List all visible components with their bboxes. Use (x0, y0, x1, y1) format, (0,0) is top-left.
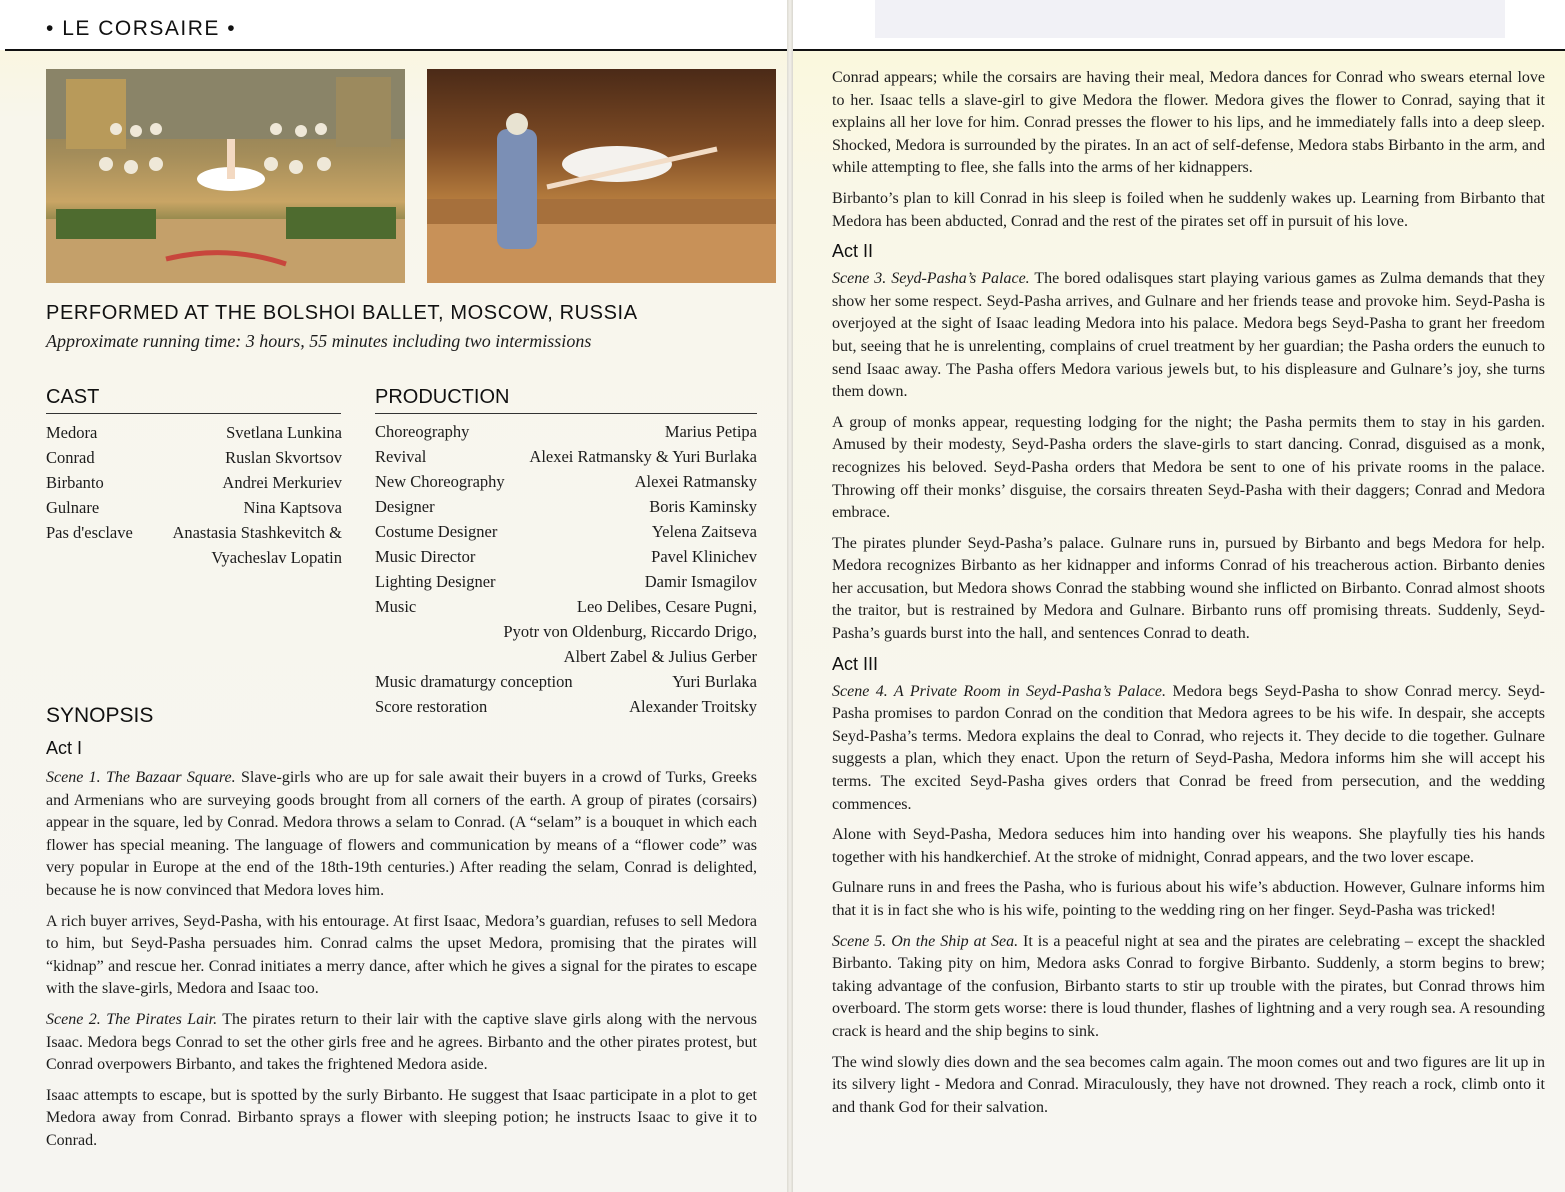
performed-at: PERFORMED AT THE BOLSHOI BALLET, MOSCOW, RUSSIA (46, 302, 638, 324)
synopsis-paragraph (46, 911, 757, 1001)
synopsis-paragraph (832, 824, 1545, 869)
production-name: Alexei Ratmansky & Yuri Burlaka (529, 447, 757, 466)
production-role: Choreography (375, 422, 470, 441)
scene-heading: Scene 4. A Private Room in Seyd-Pasha’s Palace. (832, 682, 1167, 700)
right-header-rule (793, 49, 1565, 51)
cast-row (46, 423, 342, 448)
production-rule (375, 413, 757, 414)
synopsis-paragraph (832, 67, 1545, 180)
production-role: Designer (375, 497, 435, 516)
cast-name: Svetlana Lunkina (226, 423, 342, 442)
paragraph-text: A rich buyer arrives, Seyd-Pasha, with his entourage. At first Isaac, Medora’s guardian, refuses to sell Medora to him, but Seyd-Pasha persuades him. Conrad calms the upset Medora, promising that the pirates will “kidnap” and rescue her. Conrad initiates a merry dance, after which he gives a signal for the pirates to escape with the slave-girls, Medora and Isaac too. (46, 912, 757, 998)
production-row (375, 522, 757, 547)
synopsis-right-column (832, 67, 1545, 1127)
act-1-heading: Act I (46, 738, 83, 758)
production-role: Costume Designer (375, 522, 498, 541)
stage-backwall (427, 199, 776, 224)
production-row (375, 497, 757, 522)
production-row (375, 622, 757, 647)
paragraph-text: Birbanto’s plan to kill Conrad in his sleep is foiled when he suddenly wakes up. Learning from Birbanto that Medora has been abducted, Conrad and the rest of the pirates set off in pursuit of his love. (832, 189, 1545, 230)
cast-list (46, 423, 342, 573)
pasha-costume (497, 129, 537, 249)
paragraph-text: The pirates plunder Seyd-Pasha’s palace. Gulnare runs in, pursued by Birbanto and begs Medora for help. Medora recognizes Birbanto as her kidnapper and informs Conrad of his treacherous action. Birbanto denies her accusation, but Medora shows Conrad the stabbing wound she inflicted on Birbanto. Conrad almost shoots the traitor, but is restrained by Medora and Gulnare. Birbanto runs off promising threats. Suddenly, Seyd-Pasha’s guards burst into the hall, and sentences Conrad to death. (832, 534, 1545, 643)
production-name: Boris Kaminsky (649, 497, 757, 516)
cast-name: Vyacheslav Lopatin (211, 548, 342, 567)
production-name: Pavel Klinichev (651, 547, 757, 566)
bleed-through-ghost (875, 0, 1505, 38)
production-row (375, 422, 757, 447)
production-name: Yuri Burlaka (672, 672, 757, 691)
production-row (375, 547, 757, 572)
cast-role: Gulnare (46, 498, 100, 517)
cast-name: Nina Kaptsova (243, 498, 342, 517)
production-row (375, 672, 757, 697)
paragraph-text: Gulnare runs in and frees the Pasha, who is furious about his wife’s abduction. However, Gulnare informs him that it is in fact she who is his wife, pointing to the wedding ring on her finger. Seyd-Pasha was tricked! (832, 879, 1545, 919)
synopsis-paragraph (832, 268, 1545, 404)
paragraph-text: The bored odalisques start playing various games as Zulma demands that they show her some respect. Seyd-Pasha arrives, and Gulnare and her friends tease and provoke him. Seyd-Pasha is overjoyed at the sight of Isaac leading Medora into his palace. Medora begs Seyd-Pasha to grant her freedom but, seeing that he is unrelenting, complains of cruel treatment by her guardian; the Pasha orders the eunuch to send Isaac away. The Pasha offers Medora various jewels but, to his displeasure and Gulnare’s joy, she turns them down. (832, 270, 1545, 401)
synopsis-paragraph (46, 1085, 757, 1153)
cast-row (46, 473, 342, 498)
running-time: Approximate running time: 3 hours, 55 minutes including two intermissions (46, 331, 592, 351)
cast-role: Conrad (46, 448, 95, 467)
paragraph-text: Alone with Seyd-Pasha, Medora seduces him into handing over his weapons. She playfully ties his hands together with his handkerchief. At the stroke of midnight, Conrad appears, and the two lover escape. (832, 826, 1545, 866)
pasha-turban (506, 113, 528, 135)
synopsis-paragraph (832, 1052, 1545, 1120)
production-row (375, 572, 757, 597)
pavilion-right (336, 77, 391, 147)
cast-name: Anastasia Stashkevitch & (172, 523, 342, 542)
synopsis-paragraph (832, 533, 1545, 646)
synopsis-paragraph (832, 877, 1545, 922)
production-name: Marius Petipa (664, 422, 757, 441)
production-name: Pyotr von Oldenburg, Riccardo Drigo, (503, 622, 757, 641)
production-role: Music Director (375, 547, 476, 566)
production-name: Albert Zabel & Julius Gerber (563, 647, 757, 666)
production-row (375, 647, 757, 672)
production-name: Yelena Zaitseva (651, 522, 757, 541)
paragraph-text: It is a peaceful night at sea and the pirates are celebrating – except the shackled Birbanto. Taking pity on him, Medora asks Conrad to forgive Birbanto. Suddenly, a storm begins to brew; taking advantage of the confusion, Birbanto starts to stir up trouble with the pirates, but Conrad throws him overboard. The storm gets worse: there is loud thunder, flashes of lightning and a very rough sea. A resounding crack is heard and the ship begins to sink. (832, 932, 1546, 1040)
right-page (793, 0, 1565, 1192)
header-title: LE CORSAIRE (62, 17, 220, 40)
synopsis-title: SYNOPSIS (46, 704, 154, 727)
garden-right (286, 207, 396, 239)
synopsis-paragraph (832, 681, 1545, 817)
scene-heading: Scene 3. Seyd-Pasha’s Palace. (832, 270, 1030, 288)
cast-role: Birbanto (46, 473, 104, 492)
production-name: Damir Ismagilov (644, 572, 757, 591)
cast-title: CAST (46, 386, 100, 408)
paragraph-text: Isaac attempts to escape, but is spotted by the surly Birbanto. He suggest that Isaac participate in a plot to get Medora away from Conrad. Birbanto sprays a flower with sleeping potion; he instructs Isaac to give it to Conrad. (46, 1086, 757, 1149)
paragraph-text: A group of monks appear, requesting lodging for the night; the Pasha permits them to stay in his garden. Amused by their modesty, Seyd-Pasha orders the slave-girls to start dancing. Conrad, disguised as a monk, recognizes his beloved. Seyd-Pasha orders that Medora be sent to one of his private rooms in the palace. Throwing off their monks’ disguise, the corsairs threaten Seyd-Pasha with their daggers; Conrad and Medora embrace. (832, 413, 1545, 522)
ballerina-body (227, 139, 235, 179)
cast-name: Andrei Merkuriev (222, 473, 342, 492)
act-1-paragraphs (46, 767, 757, 1153)
synopsis-left-column (46, 738, 757, 1161)
cast-role: Medora (46, 423, 98, 442)
act-1-continued-paragraphs (832, 67, 1545, 233)
production-name: Alexei Ratmansky (634, 472, 757, 491)
production-role: New Choreography (375, 472, 505, 491)
header-rule (5, 49, 787, 51)
pavilion-left (66, 79, 126, 149)
paragraph-text: The pirates return to their lair with the captive slave girls along with the nervous Isaac. Medora begs Conrad to set the other girls free and he agrees. Birbanto and the other pirates protest, but Conrad overpowers Birbanto, and takes the frightened Medora aside. (46, 1010, 757, 1074)
garden-left (56, 209, 156, 239)
synopsis-paragraph (832, 412, 1545, 525)
ballet-photo-leap-illustration (427, 69, 776, 283)
act-2-paragraphs (832, 268, 1545, 646)
synopsis-paragraph (46, 767, 757, 903)
production-role: Music (375, 597, 417, 616)
production-role: Lighting Designer (375, 572, 496, 591)
scene-heading: Scene 2. The Pirates Lair. (46, 1010, 218, 1028)
cast-row (46, 448, 342, 473)
synopsis-paragraph (46, 1009, 757, 1077)
cast-rule (46, 413, 341, 414)
synopsis-paragraph (832, 931, 1545, 1044)
paragraph-text: The wind slowly dies down and the sea becomes calm again. The moon comes out and two figures are lit up in its silvery light - Medora and Conrad. Miraculously, they have not drowned. They reach a rock, climb onto it and thank God for their salvation. (832, 1053, 1545, 1116)
paragraph-text: Medora begs Seyd-Pasha to show Conrad mercy. Seyd-Pasha promises to pardon Conrad on the condition that Medora agrees to be his wife. In despair, she accepts Seyd-Pasha’s terms. Medora explains the deal to Conrad, who rejects it. They decide to die together. Gulnare suggests a plan, which they enact. Upon the return of Seyd-Pasha, Medora informs him she will accept his terms. The excited Seyd-Pasha gives orders that Conrad be freed from persecution, and the wedding commences. (832, 682, 1546, 813)
ballet-photo-bazaar (46, 69, 405, 283)
paragraph-text: Slave-girls who are up for sale await their buyers in a crowd of Turks, Greeks and Armenians who are surveying goods brought from all corners of the earth. A group of pirates (corsairs) appear in the square, led by Conrad. Medora throws a selam to Conrad. (A “selam” is a bouquet in which each flower has special meaning. The language of flowers and communication by means of a “flower code” was very popular in Europe at the end of the 18th-19th centuries.) After reading the selam, Conrad is delighted, because he is now convinced that Medora loves him. (46, 769, 757, 899)
scene-heading: Scene 1. The Bazaar Square. (46, 769, 236, 786)
cast-role: Pas d'esclave (46, 523, 133, 542)
ballet-photo-bazaar-illustration (46, 69, 405, 283)
production-row (375, 597, 757, 622)
act-2-heading: Act II (832, 241, 874, 262)
cast-name: Ruslan Skvortsov (225, 448, 342, 467)
synopsis-paragraph (832, 188, 1545, 233)
cast-row (46, 548, 342, 573)
production-name: Alexander Troitsky (629, 697, 757, 716)
production-title: PRODUCTION (375, 386, 510, 408)
production-name: Leo Delibes, Cesare Pugni, (576, 597, 757, 616)
scene-heading: Scene 5. On the Ship at Sea. (832, 932, 1019, 950)
ballet-photo-leap (427, 69, 776, 283)
production-row (375, 697, 757, 722)
act-3-paragraphs (832, 681, 1545, 1120)
paragraph-text: Conrad appears; while the corsairs are having their meal, Medora dances for Conrad who swears eternal love to her. Isaac tells a slave-girl to give Medora the flower. Medora gives the flower to Conrad, saying that it explains all her love for him. Conrad presses the flower to his lips, and he immediately falls into a deep sleep. Shocked, Medora is surrounded by the pirates. In an act of self-defense, Medora stabs Birbanto in the arm, and while attempting to flee, she falls into the arms of her kidnappers. (832, 69, 1545, 177)
cast-row (46, 498, 342, 523)
production-row (375, 472, 757, 497)
stage-floor (427, 219, 776, 283)
production-row (375, 447, 757, 472)
production-role: Music dramaturgy conception (375, 672, 573, 691)
page-header: • LE CORSAIRE • (46, 17, 237, 40)
cast-row (46, 523, 342, 548)
act-3-heading: Act III (832, 653, 879, 674)
production-role: Score restoration (375, 697, 488, 716)
production-role: Revival (375, 447, 427, 466)
production-list (375, 422, 757, 722)
